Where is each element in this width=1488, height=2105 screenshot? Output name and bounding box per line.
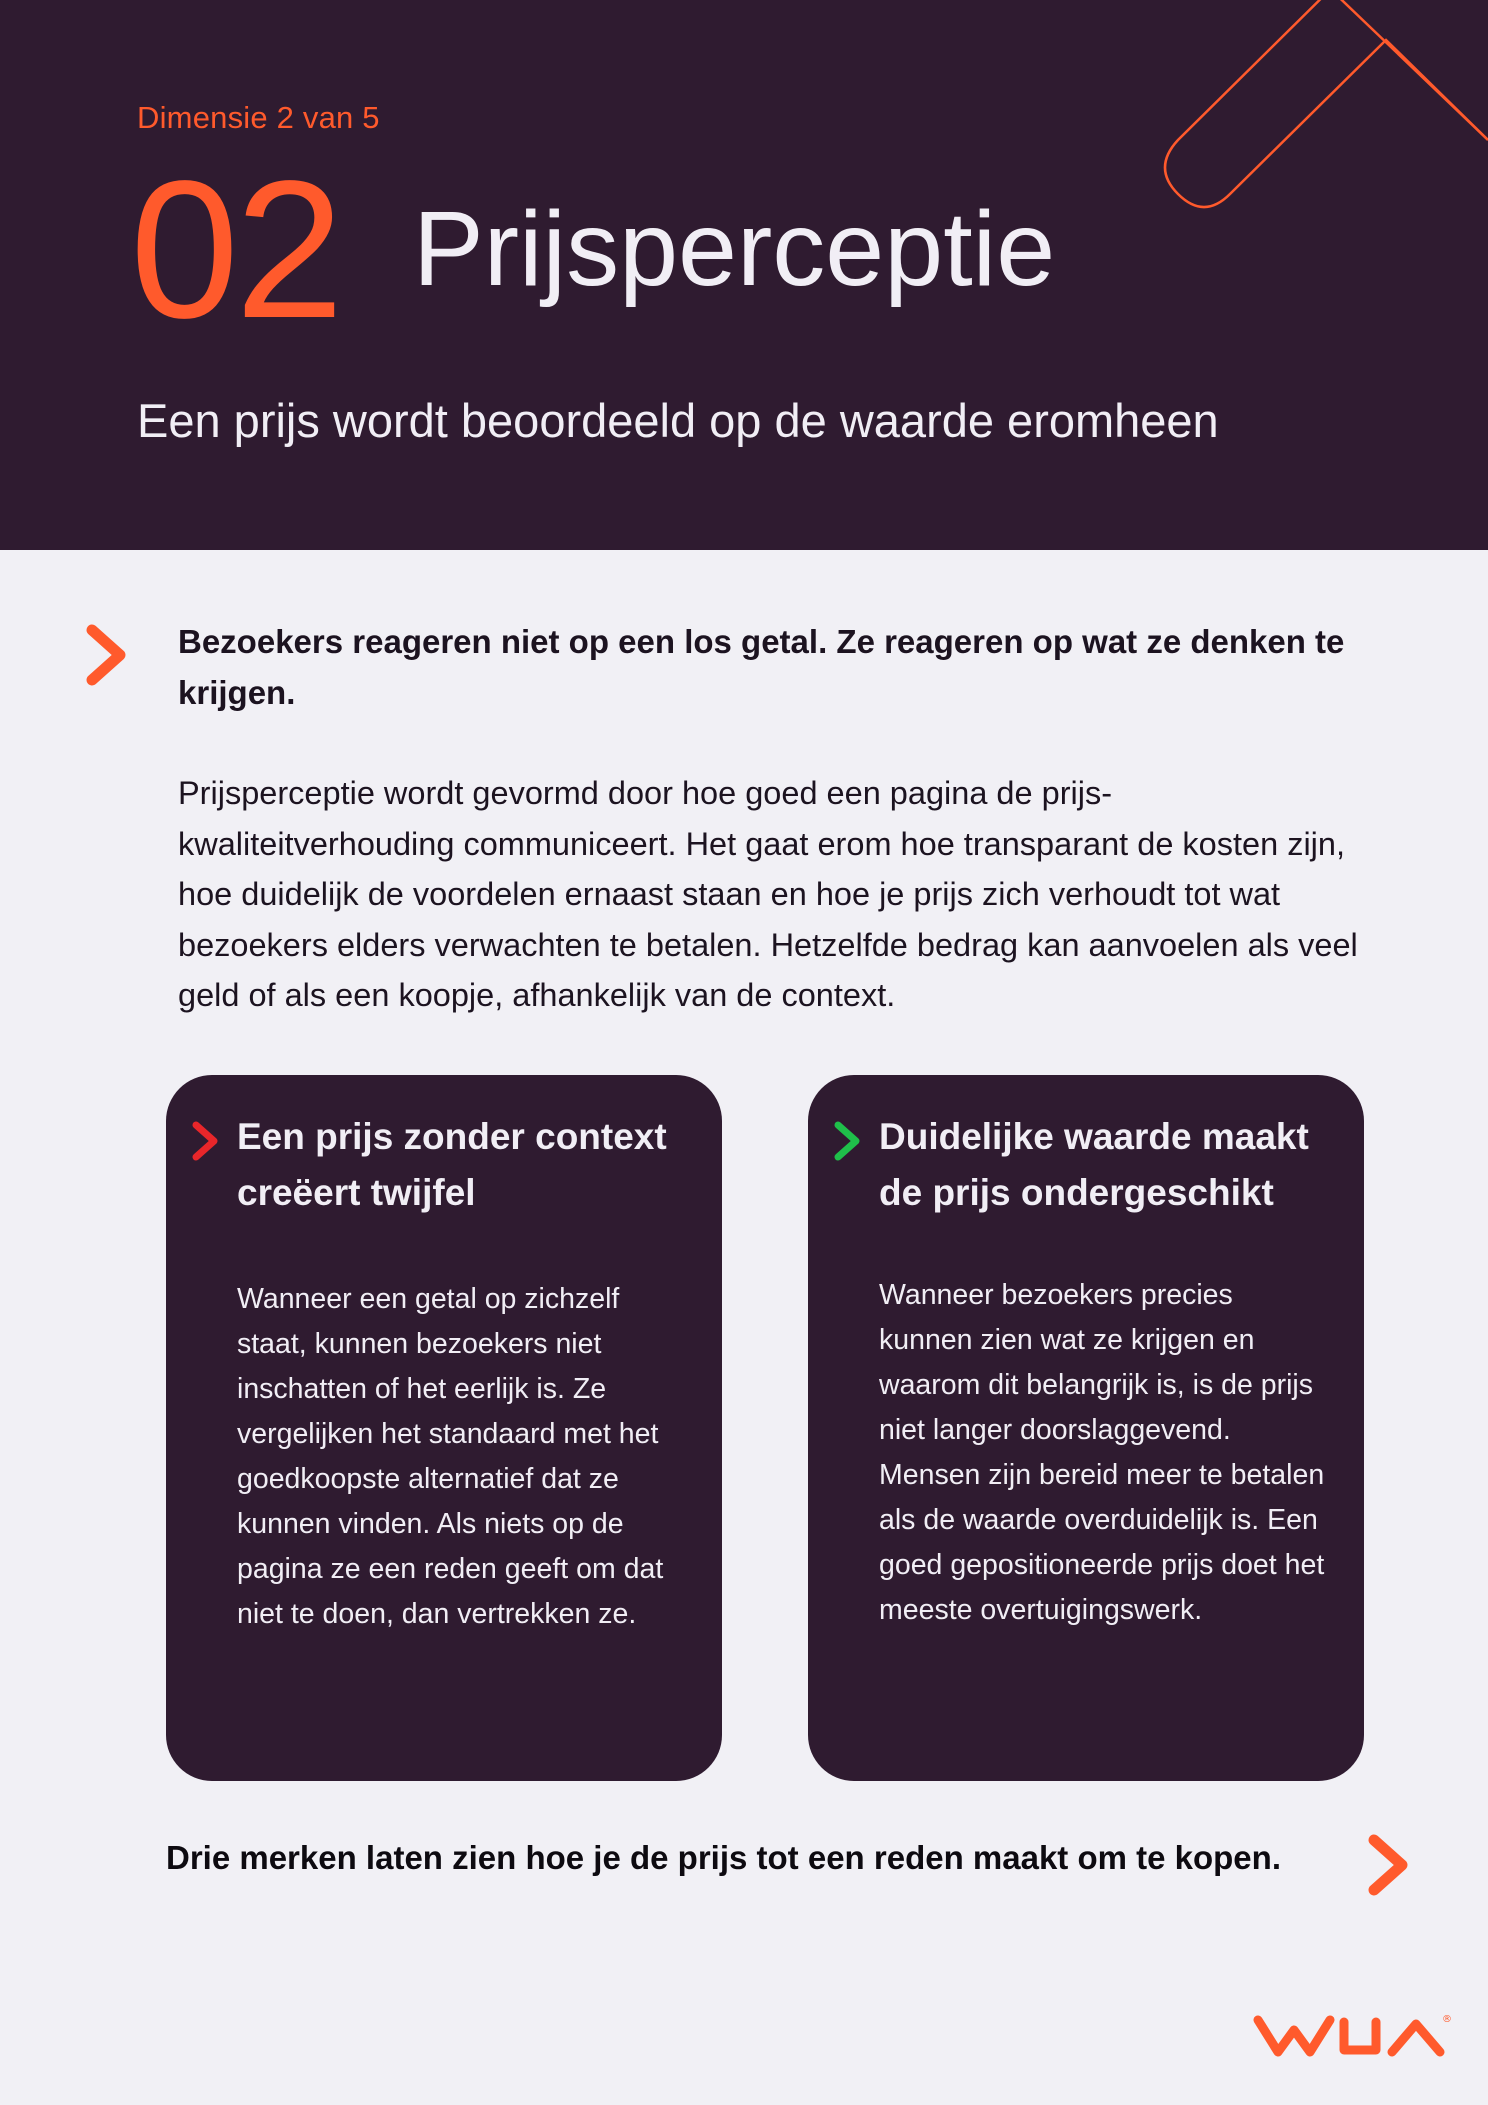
card-clear-value	[808, 1075, 1364, 1781]
chevron-up-decoration-icon	[1160, 0, 1488, 260]
card-text: Wanneer bezoekers precies kunnen zien wat ze krijgen en waarom dit belangrijk is, is de prijs niet langer doorslaggevend. Mensen zijn bereid meer te betalen als de waarde overduidelijk is. Een goed gepositioneerde prijs doet het meeste overtuigingswerk.	[879, 1279, 1325, 1626]
page-subtitle: Een prijs wordt beoordeeld op de waarde eromheen	[137, 394, 1219, 447]
card-price-without-context	[166, 1075, 722, 1781]
wua-logo	[1250, 2010, 1450, 2066]
registered-mark: ®	[1442, 2014, 1452, 2025]
chevron-right-icon	[84, 622, 130, 688]
page-title: Prijsperceptie	[413, 190, 1056, 308]
dimension-number: 02	[130, 140, 341, 359]
card-title: Duidelijke waarde maakt de prijs ondergeschikt	[879, 1116, 1309, 1213]
intro-body: Prijsperceptie wordt gevormd door hoe goed een pagina de prijs-kwaliteitverhouding communiceert. Het gaat erom hoe transparant de kosten zijn, hoe duidelijk de voordelen ernaast staan en hoe je prijs zich verhoudt tot wat bezoekers elders verwachten te betalen. Hetzelfde bedrag kan aanvoelen als veel geld of als een koopje, afhankelijk van de context.	[178, 775, 1358, 1013]
closing-statement: Drie merken laten zien hoe je de prijs tot een reden maakt om te kopen.	[166, 1839, 1281, 1876]
chevron-right-icon	[190, 1119, 222, 1163]
card-title: Een prijs zonder context creëert twijfel	[237, 1116, 667, 1213]
header-banner	[0, 0, 1488, 550]
dimension-kicker: Dimensie 2 van 5	[137, 100, 380, 135]
intro-lead: Bezoekers reageren niet op een los getal. Ze reageren op wat ze denken te krijgen.	[178, 623, 1345, 711]
chevron-right-icon	[1366, 1832, 1412, 1898]
chevron-right-icon	[832, 1119, 864, 1163]
card-text: Wanneer een getal op zichzelf staat, kunnen bezoekers niet inschatten of het eerlijk is. Ze vergelijken het standaard met het goedkoopste alternatief dat ze kunnen vinden. Als niets op de pagina ze een reden geeft om dat niet te doen, dan vertrekken ze.	[237, 1283, 664, 1630]
